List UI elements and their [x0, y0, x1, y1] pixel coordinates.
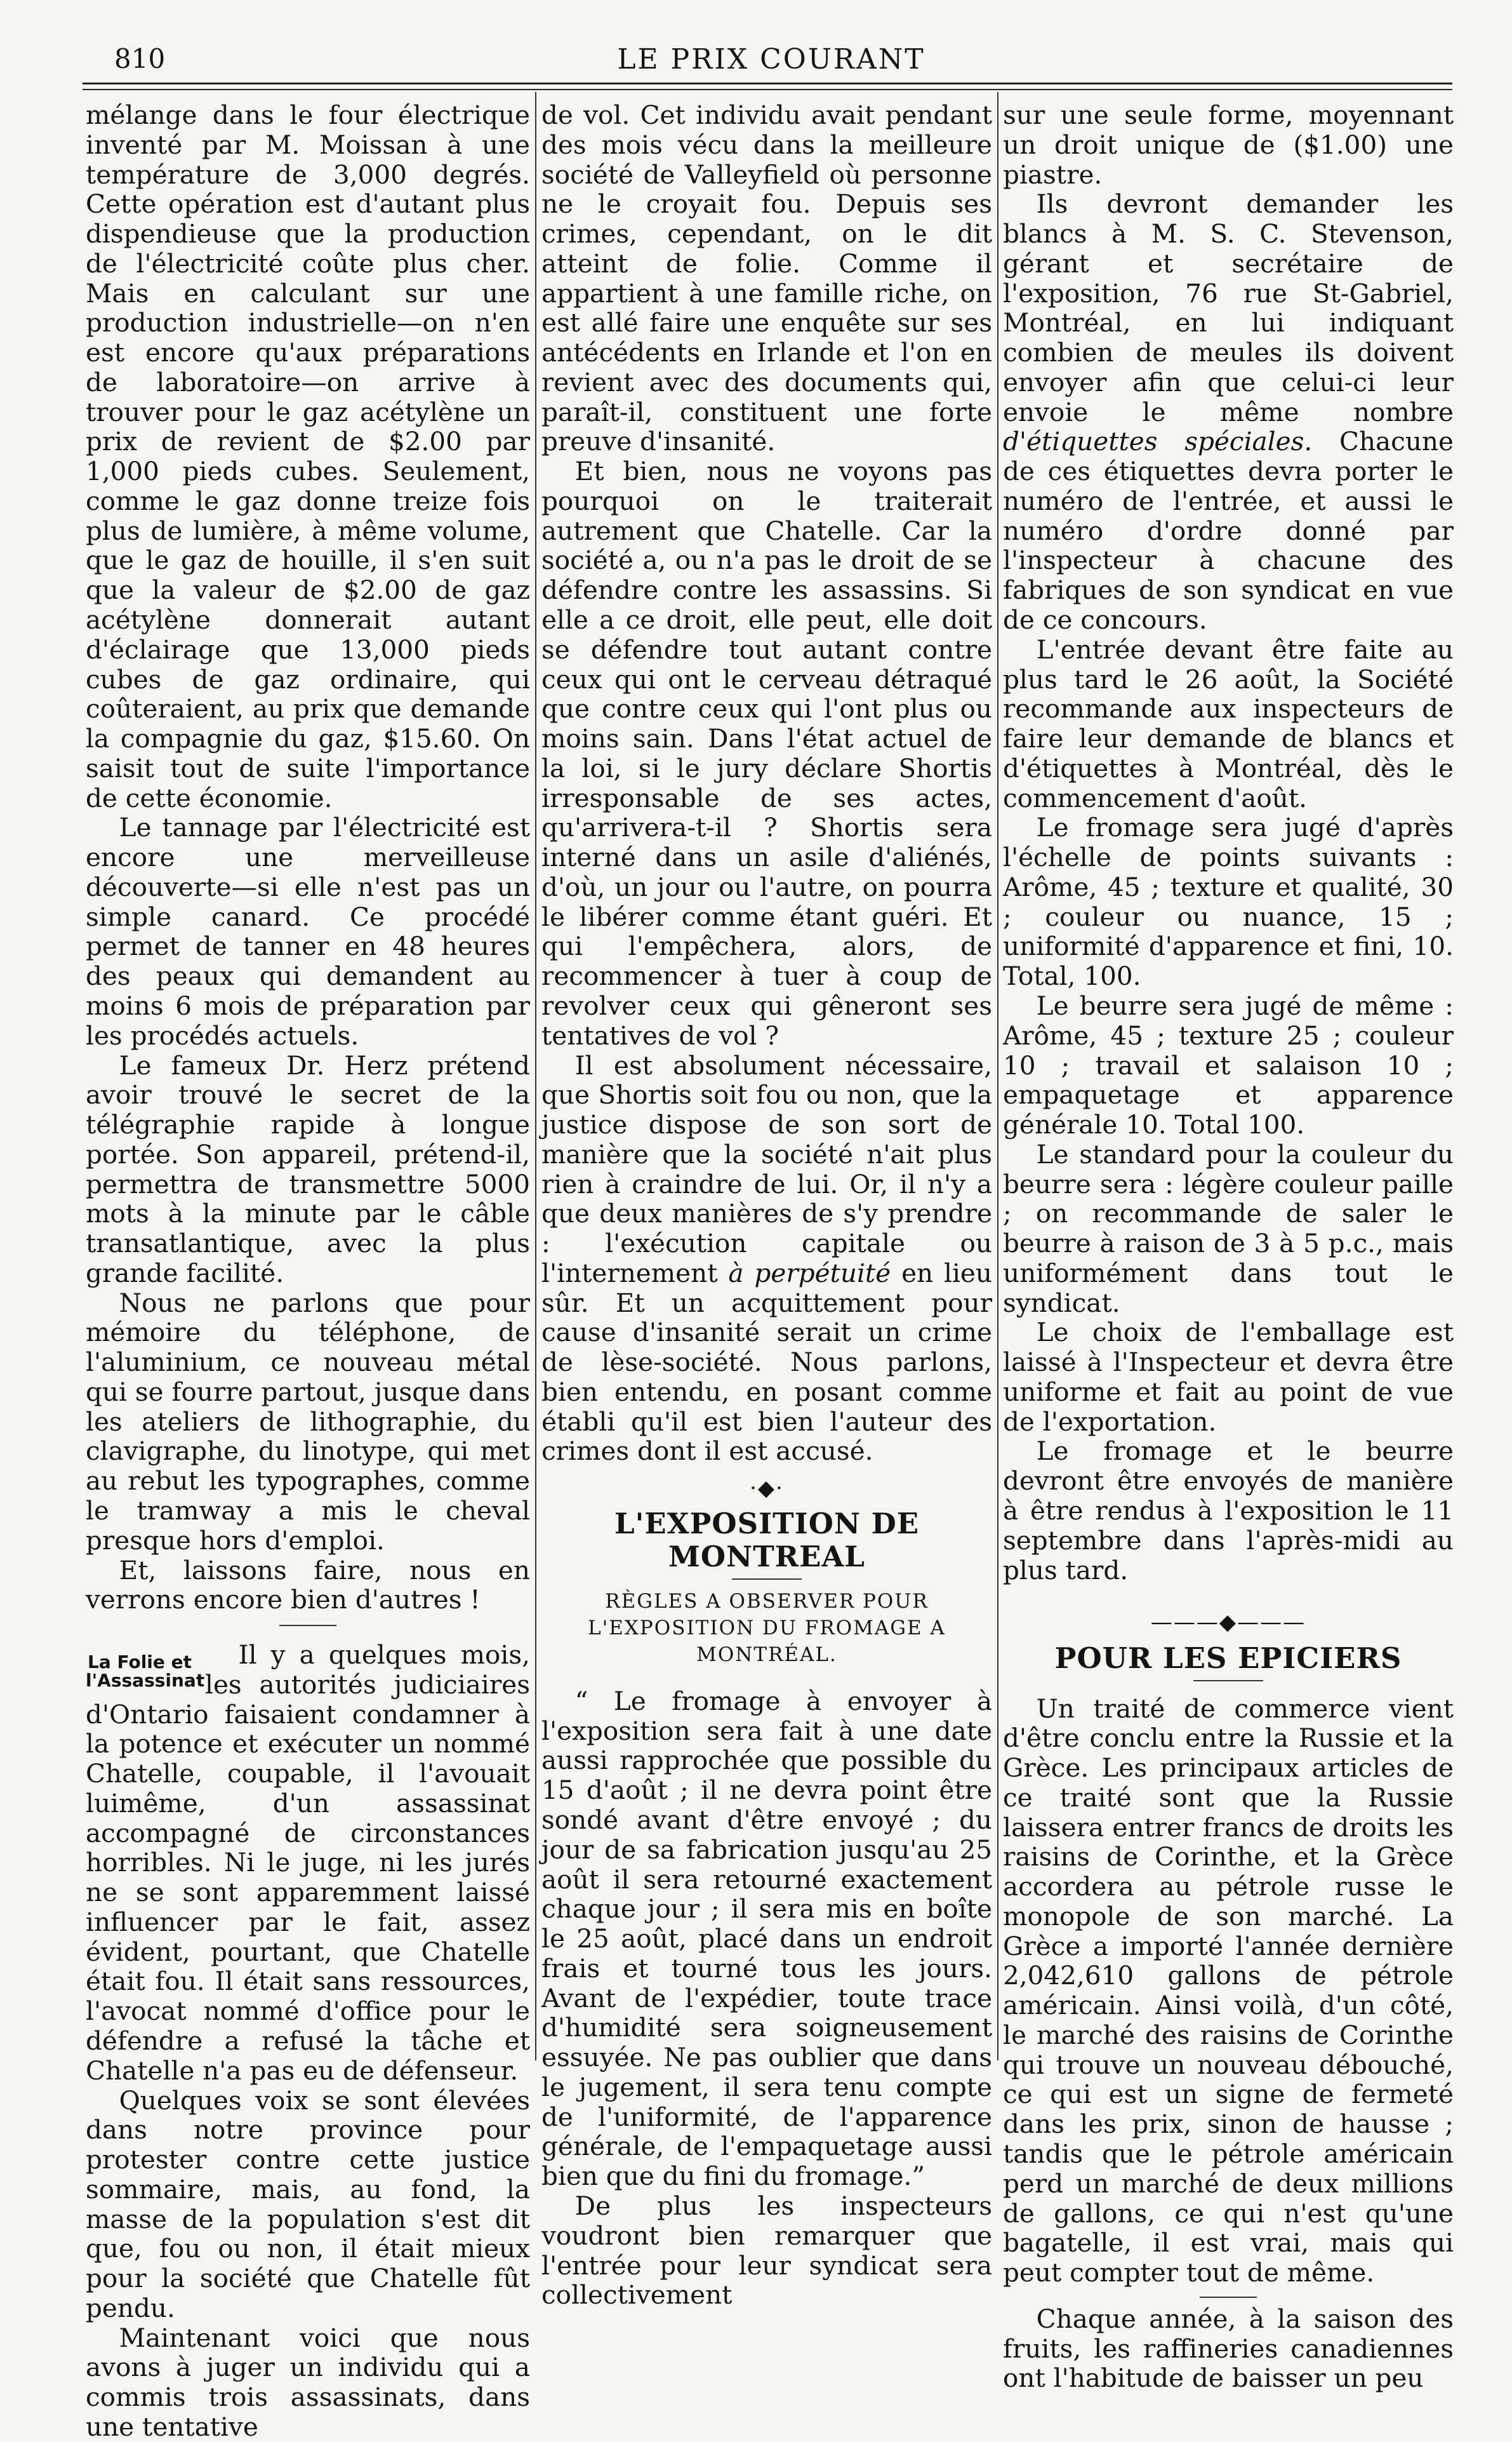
- col1-paragraph-5: Et, laissons faire, nous en verrons encore bien d'autres !: [86, 1554, 530, 1615]
- ornament-divider-2: ———◆———: [1150, 1610, 1306, 1636]
- section-title-exposition: L'EXPOSITION DE MONTREAL: [614, 1507, 920, 1574]
- col2-paragraph-2: Et bien, nous ne voyons pas pourquoi on le traiterait autrement que Chatelle. Car la société a, ou n'a pas le droit de se défendre contre les assassins. Si elle a ce droit, elle peut, elle doit se défendre tout autant contre ceux qui ont le cerveau détraqué que contre ceux qui l'ont plus ou moins sain. Dans l'état actuel de la loi, si le jury déclare Shortis irresponsable de ses actes, qu'arrivera-t-il ? Shortis sera interné dans un asile d'aliénés, d'où, un jour ou l'autre, on pourra le libérer comme étant guéri. Et qui l'empêchera, alors, de recommencer à tuer à coup de revolver ceux qui gêneront ses tentatives de vol ?: [541, 456, 992, 1051]
- col1-paragraph-8: Maintenant voici que nous avons à juger un individu qui a commis trois assassinats, dans une tentative: [86, 2322, 530, 2442]
- page-header: [95, 39, 1447, 79]
- col3-paragraph-2-end: Chacune de ces étiquettes devra porter le numéro de l'entrée, et aussi le numéro d'ordre donné par l'inspecteur à chacune des fabriques de son syndicat en vue de ce concours.: [1003, 426, 1454, 636]
- header-rule: [83, 83, 1452, 84]
- col2-paragraph-3-emphasis: à perpétuité: [728, 1257, 891, 1288]
- col3-paragraph-6: Le standard pour la couleur du beurre sera : légère couleur paille ; on recommande de saler le beurre à raison de 3 à 5 p.c., mais uniformément dans tout le syndicat.: [1003, 1138, 1454, 1318]
- col3-paragraph-9: Un traité de commerce vient d'être conclu entre la Russie et la Grèce. Les principaux articles de ce traité sont que la Russie laissera entrer francs de droits les raisins de Corinthe, et la Grèce accordera au pétrole russe le monopole de son marché. La Grèce a importé l'année dernière 2,042,610 gallons de pétrole américain. Ainsi voilà, d'un côté, le marché des raisins de Corinthe qui trouve un nouveau débouché, ce qui est un signe de fermeté dans les prix, sinon de hausse ; tandis que le pétrole américain perd un marché de deux millions de gallons, ce qui n'est qu'une bagatelle, il est vrai, mais qui peut compter tout de même.: [1003, 1693, 1454, 2288]
- col3-paragraph-10: Chaque année, à la saison des fruits, les raffineries canadiennes ont l'habitude de baisser un peu: [1003, 2303, 1454, 2394]
- col1-paragraph-7: Quelques voix se sont élevées dans notre province pour protester contre cette justice sommaire, mais, au fond, la masse de la population s'est dit que, fou ou non, il était mieux pour la société que Chatelle fût pendu.: [86, 2085, 530, 2323]
- col3-paragraph-2: [1003, 189, 1454, 634]
- col2-paragraph-3-end: en lieu sûr. Et un acquittement pour cause d'insanité serait un crime de lèse-société. Nous parlons, bien entendu, en posant comme établi qu'il est bien l'auteur des crimes dont il est accusé.: [541, 1257, 992, 1467]
- title-underline: [732, 1578, 802, 1580]
- page-number: 810: [114, 43, 166, 74]
- col2-paragraph-1: de vol. Cet individu avait pendant des mois vécu dans la meilleure société de Valleyfield où personne ne le croyait fou. Depuis ses crimes, cependant, on le dit atteint de folie. Comme il appartient à une famille riche, on est allé faire une enquête sur ses antécédents en Irlande et l'on en revient avec des documents qui, paraît-il, constituent une forte preuve d'insanité.: [541, 100, 992, 457]
- section-title-epiciers: POUR LES EPICIERS: [1054, 1641, 1402, 1675]
- col1-paragraph-6: Il y a quelques mois, les autorités judiciaires d'Ontario faisaient condamner à la potence et exécuter un nommé Chatelle, coupable, il l'avouait luimême, d'un assassinat accompagné de circonstances horribles. Ni le juge, ni les jurés ne se sont apparemment laissé influencer par le fait, assez évident, pourtant, que Chatelle était fou. Il était sans ressources, l'avocat nommé d'office pour le défendre a refusé la tâche et Chatelle n'a pas eu de défenseur.: [86, 1640, 530, 2086]
- col1-paragraph-3: Le fameux Dr. Herz prétend avoir trouvé le secret de la télégraphie rapide à longue portée. Son appareil, prétend-il, permettra de transmettre 5000 mots à la minute par le câble transatlantique, avec la plus grande facilité.: [86, 1050, 530, 1288]
- column-3: [1003, 100, 1454, 2393]
- section-subtitle: RÈGLES A OBSERVER POUR L'EXPOSITION DU FROMAGE A MONTRÉAL.: [588, 1590, 946, 1667]
- section-divider: [279, 1625, 336, 1626]
- col3-paragraph-2-emphasis: d'étiquettes spéciales.: [1003, 426, 1313, 457]
- col3-paragraph-8: Le fromage et le beurre devront être envoyés de manière à être rendus à l'exposition le 11 septembre dans l'après-midi au plus tard.: [1003, 1436, 1454, 1585]
- section-divider-2: [1200, 2297, 1257, 2298]
- col3-paragraph-1: sur une seule forme, moyennant un droit unique de ($1.00) une piastre.: [1003, 100, 1454, 190]
- col3-paragraph-5: Le beurre sera jugé de même : Arôme, 45 ; texture 25 ; couleur 10 ; travail et salaison 10 ; empaquetage et apparence générale 10. Total 100.: [1003, 990, 1454, 1140]
- title-underline-2: [1193, 1680, 1263, 1681]
- col2-paragraph-3-start: Il est absolument nécessaire, que Shortis soit fou ou non, que la justice dispose de son sort de manière que la société n'ait plus rien à craindre de lui. Or, il n'y a que deux manières de s'y prendre : l'exécution capitale ou l'internement: [541, 1050, 992, 1288]
- col3-paragraph-7: Le choix de l'emballage est laissé à l'Inspecteur et devra être uniforme et fait au point de vue de l'exportation.: [1003, 1317, 1454, 1437]
- col1-paragraph-4: Nous ne parlons que pour mémoire du téléphone, de l'aluminium, ce nouveau métal qui se fourre partout, jusque dans les ateliers de lithographie, du clavigraphe, du linotype, qui met au rebut les typographes, comme le tramway a mis le cheval presque hors d'emploi.: [86, 1287, 530, 1556]
- col1-paragraph-1: mélange dans le four électrique inventé par M. Moissan à une température de 3,000 degrés. Cette opération est d'autant plus dispendieuse que la production de l'électricité coûte plus cher. Mais en calculant sur une production industrielle—on n'en est encore qu'aux préparations de laboratoire—on arrive à trouver pour le gaz acétylène un prix de revient de $2.00 par 1,000 pieds cubes. Seulement, comme le gaz donne treize fois plus de lumière, à même volume, que le gaz de houille, il s'en suit que la valeur de $2.00 de gaz acétylène donnerait autant d'éclairage que 13,000 pieds cubes de gaz ordinaire, qui coûteraient, au prix que demande la compagnie du gaz, $15.60. On saisit tout de suite l'importance de cette économie.: [86, 100, 530, 813]
- column-2: [541, 100, 992, 2310]
- col2-paragraph-3: [541, 1051, 992, 1467]
- ornament-divider: ·◆·: [750, 1476, 784, 1502]
- col1-paragraph-2: Le tannage par l'électricité est encore une merveilleuse découverte—si elle n'est pas un simple canard. Ce procédé permet de tanner en 48 heures des peaux qui demandent au moins 6 mois de préparation par les procédés actuels.: [86, 812, 530, 1051]
- col3-paragraph-4: Le fromage sera jugé d'après l'échelle de points suivants : Arôme, 45 ; texture et qualité, 30 ; couleur ou nuance, 15 ; uniformité d'apparence et fini, 10. Total, 100.: [1003, 812, 1454, 992]
- article-folie-assassinat: [86, 1640, 530, 2085]
- column-divider-1: [535, 92, 536, 2060]
- col3-paragraph-3: L'entrée devant être faite au plus tard le 26 août, la Société recommande aux inspecteurs de faire leur demande de blancs et d'étiquettes à Montréal, dès le commencement d'août.: [1003, 634, 1454, 813]
- col2-paragraph-4: “ Le fromage à envoyer à l'exposition sera fait à une date aussi rapprochée que possible du 15 d'août ; il ne devra point être sondé avant d'être envoyé ; du jour de sa fabrication jusqu'au 25 août il sera retourné exactement chaque jour ; il sera mis en boîte le 25 août, placé dans un endroit frais et tourné tous les jours. Avant de l'expédier, toute trace d'humidité sera soigneusement essuyée. Ne pas oublier que dans le jugement, il sera tenu compte de l'uniformité, de l'apparence générale, de l'empaquetage aussi bien que du fini du fromage.”: [541, 1685, 992, 2192]
- col3-paragraph-2-start: Ils devront demander les blancs à M. S. C. Stevenson, gérant et secrétaire de l'exposition, 76 rue St-Gabriel, Montréal, en lui indiquant combien de meules ils doivent envoyer afin que celui-ci leur envoie le même nombre: [1003, 189, 1454, 427]
- side-heading: La Folie et l'Assassinat: [86, 1651, 205, 1691]
- col2-paragraph-5: De plus les inspecteurs voudront bien remarquer que l'entrée pour leur syndicat sera collectivement: [541, 2190, 992, 2311]
- journal-title: LE PRIX COURANT: [617, 43, 925, 76]
- column-divider-2: [997, 92, 998, 2060]
- column-1: [86, 100, 530, 2442]
- header-rule-secondary: [83, 89, 1452, 90]
